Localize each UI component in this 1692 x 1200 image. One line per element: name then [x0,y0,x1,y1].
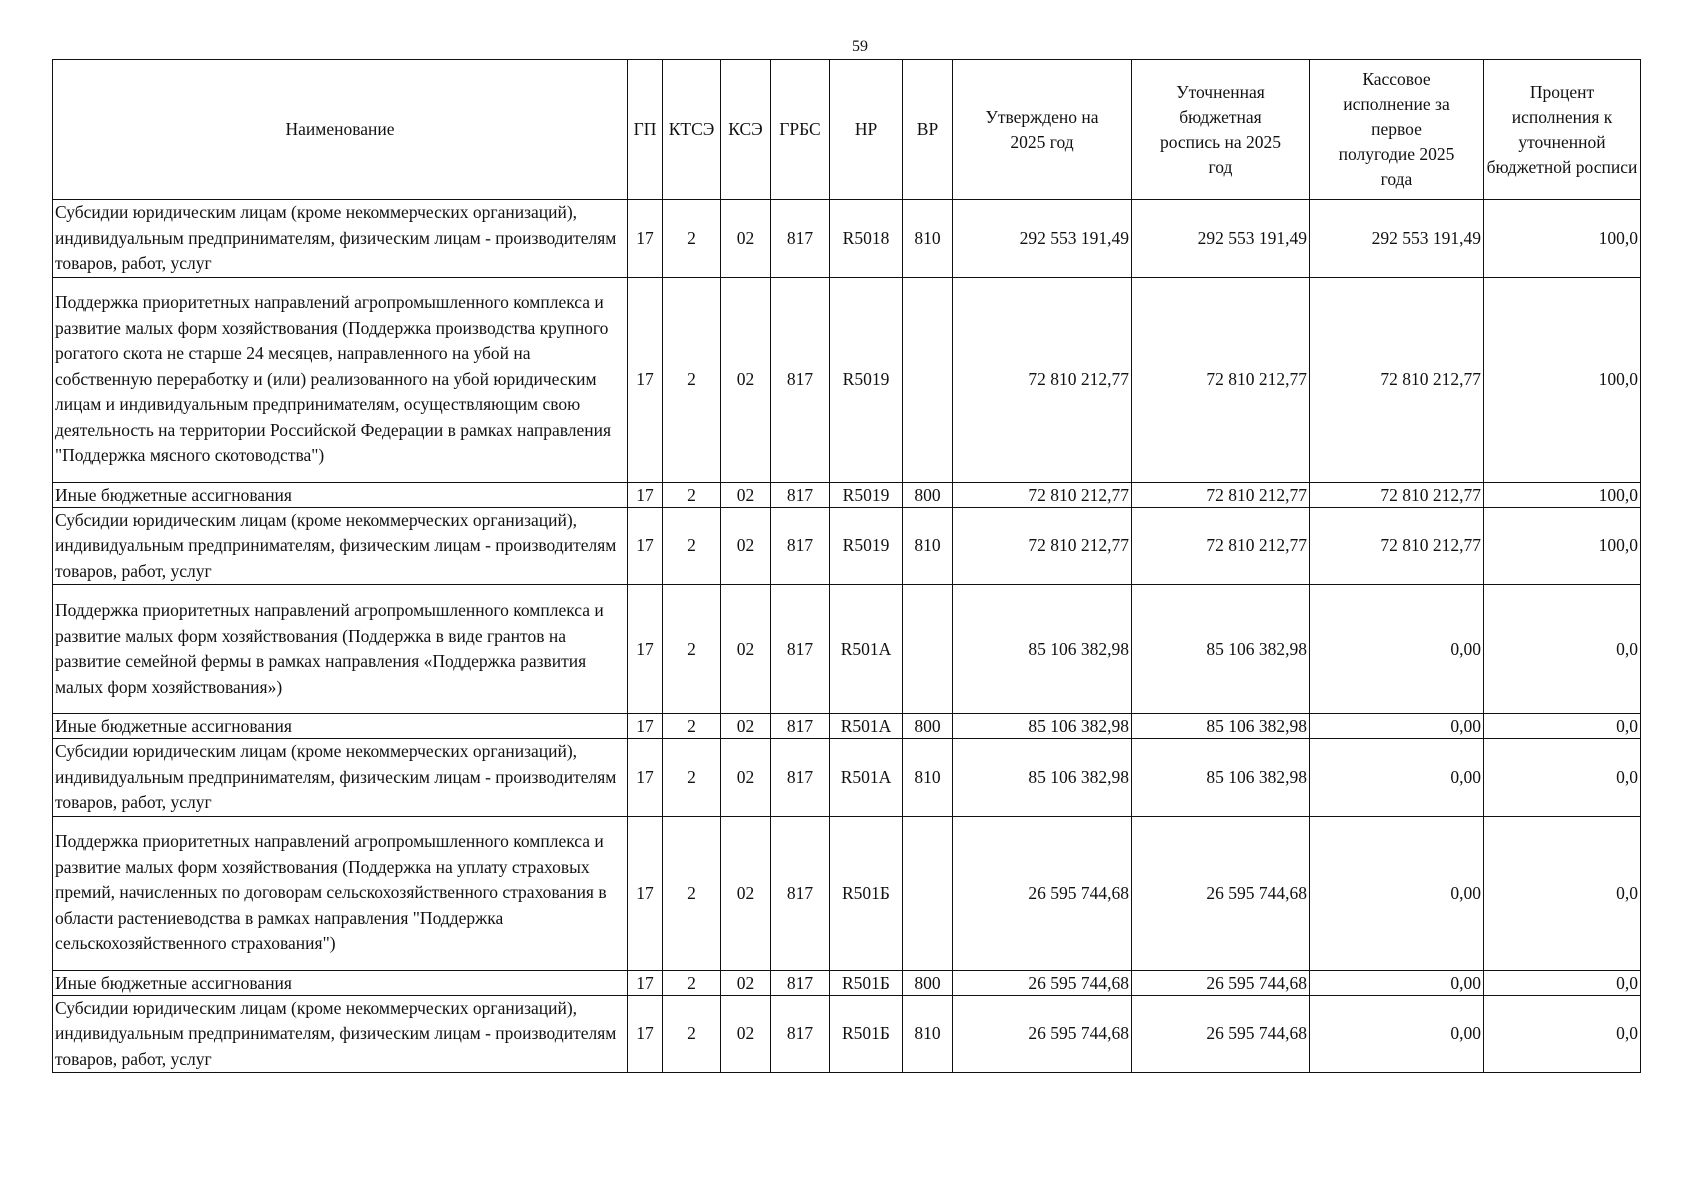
cell-vr [903,585,953,714]
cell-gp: 17 [628,995,663,1073]
cell-cash: 72 810 212,77 [1310,507,1484,585]
cell-vr: 800 [903,714,953,739]
cell-vr: 800 [903,482,953,507]
cell-approved: 85 106 382,98 [953,714,1132,739]
cell-name: Субсидии юридическим лицам (кроме некоммерческих организаций), индивидуальным предпринимателям, физическим лицам - производителям товаров, работ, услуг [53,200,628,278]
cell-name: Иные бюджетные ассигнования [53,482,628,507]
cell-refined: 26 595 744,68 [1132,970,1310,995]
cell-refined: 26 595 744,68 [1132,995,1310,1073]
cell-percent: 0,0 [1484,739,1641,817]
header-cash: Кассовое исполнение за первое полугодие 2025 года [1310,60,1484,200]
cell-kse: 02 [721,482,771,507]
cell-name: Поддержка приоритетных направлений агропромышленного комплекса и развитие малых форм хозяйствования (Поддержка на уплату страховых премий, начисленных по договорам сельскохозяйственного страхования в области растениеводства в рамках направления "Поддержка сельскохозяйственного страхования") [53,816,628,970]
cell-gp: 17 [628,714,663,739]
cell-grbs: 817 [771,200,830,278]
cell-kse: 02 [721,585,771,714]
cell-name: Иные бюджетные ассигнования [53,714,628,739]
table-row [53,816,1641,970]
cell-refined: 26 595 744,68 [1132,816,1310,970]
cell-kse: 02 [721,200,771,278]
cell-cash: 0,00 [1310,816,1484,970]
cell-nr: R5018 [830,200,903,278]
cell-percent: 100,0 [1484,277,1641,482]
table-row [53,739,1641,817]
header-nr: НР [830,60,903,200]
cell-grbs: 817 [771,816,830,970]
cell-cash: 292 553 191,49 [1310,200,1484,278]
cell-ktse: 2 [663,816,721,970]
table-row [53,482,1641,507]
cell-percent: 0,0 [1484,816,1641,970]
header-refined: Уточненная бюджетная роспись на 2025 год [1132,60,1310,200]
cell-ktse: 2 [663,739,721,817]
cell-ktse: 2 [663,507,721,585]
header-ktse: КТСЭ [663,60,721,200]
cell-percent: 0,0 [1484,714,1641,739]
cell-refined: 72 810 212,77 [1132,482,1310,507]
cell-nr: R5019 [830,507,903,585]
table-row [53,714,1641,739]
cell-gp: 17 [628,507,663,585]
cell-grbs: 817 [771,277,830,482]
cell-ktse: 2 [663,277,721,482]
cell-vr: 810 [903,739,953,817]
cell-cash: 0,00 [1310,739,1484,817]
cell-refined: 85 106 382,98 [1132,714,1310,739]
cell-vr: 810 [903,995,953,1073]
table-row [53,507,1641,585]
cell-cash: 72 810 212,77 [1310,482,1484,507]
cell-grbs: 817 [771,714,830,739]
cell-nr: R501А [830,714,903,739]
cell-ktse: 2 [663,970,721,995]
cell-name: Поддержка приоритетных направлений агропромышленного комплекса и развитие малых форм хозяйствования (Поддержка в виде грантов на развитие семейной фермы в рамках направления «Поддержка развития малых форм хозяйствования») [53,585,628,714]
cell-approved: 26 595 744,68 [953,816,1132,970]
cell-gp: 17 [628,585,663,714]
cell-kse: 02 [721,714,771,739]
cell-kse: 02 [721,277,771,482]
cell-gp: 17 [628,200,663,278]
cell-cash: 0,00 [1310,995,1484,1073]
cell-percent: 0,0 [1484,995,1641,1073]
cell-grbs: 817 [771,995,830,1073]
cell-refined: 72 810 212,77 [1132,507,1310,585]
cell-grbs: 817 [771,507,830,585]
cell-approved: 85 106 382,98 [953,585,1132,714]
cell-cash: 0,00 [1310,585,1484,714]
header-percent: Процент исполнения к уточненной бюджетной росписи [1484,60,1641,200]
cell-nr: R501А [830,739,903,817]
cell-grbs: 817 [771,739,830,817]
cell-name: Субсидии юридическим лицам (кроме некоммерческих организаций), индивидуальным предпринимателям, физическим лицам - производителям товаров, работ, услуг [53,739,628,817]
cell-nr: R501Б [830,970,903,995]
cell-refined: 85 106 382,98 [1132,585,1310,714]
cell-approved: 72 810 212,77 [953,482,1132,507]
cell-cash: 0,00 [1310,970,1484,995]
header-vr: ВР [903,60,953,200]
cell-name: Иные бюджетные ассигнования [53,970,628,995]
cell-percent: 100,0 [1484,200,1641,278]
header-grbs: ГРБС [771,60,830,200]
cell-approved: 292 553 191,49 [953,200,1132,278]
cell-nr: R5019 [830,482,903,507]
cell-ktse: 2 [663,482,721,507]
cell-grbs: 817 [771,585,830,714]
page-number: 59 [852,38,868,55]
table-row [53,970,1641,995]
cell-percent: 100,0 [1484,482,1641,507]
cell-ktse: 2 [663,714,721,739]
cell-percent: 100,0 [1484,507,1641,585]
cell-ktse: 2 [663,585,721,714]
cell-nr: R5019 [830,277,903,482]
cell-name: Поддержка приоритетных направлений агропромышленного комплекса и развитие малых форм хозяйствования (Поддержка производства крупного рогатого скота не старше 24 месяцев, направленного на убой на собственную переработку и (или) реализованного на убой юридическим лицам и индивидуальным предпринимателям, осуществляющим свою деятельность на территории Российской Федерации в рамках направления "Поддержка мясного скотоводства") [53,277,628,482]
cell-vr [903,816,953,970]
cell-approved: 72 810 212,77 [953,277,1132,482]
cell-ktse: 2 [663,995,721,1073]
cell-approved: 26 595 744,68 [953,995,1132,1073]
header-approved: Утверждено на 2025 год [953,60,1132,200]
cell-gp: 17 [628,277,663,482]
table-row [53,277,1641,482]
cell-nr: R501А [830,585,903,714]
cell-gp: 17 [628,970,663,995]
cell-cash: 72 810 212,77 [1310,277,1484,482]
cell-refined: 292 553 191,49 [1132,200,1310,278]
cell-vr: 800 [903,970,953,995]
cell-vr: 810 [903,200,953,278]
cell-kse: 02 [721,507,771,585]
cell-kse: 02 [721,816,771,970]
header-gp: ГП [628,60,663,200]
cell-approved: 85 106 382,98 [953,739,1132,817]
cell-kse: 02 [721,995,771,1073]
cell-kse: 02 [721,739,771,817]
cell-gp: 17 [628,739,663,817]
cell-percent: 0,0 [1484,585,1641,714]
cell-nr: R501Б [830,995,903,1073]
budget-table [52,59,1641,1073]
cell-approved: 26 595 744,68 [953,970,1132,995]
cell-percent: 0,0 [1484,970,1641,995]
table-row [53,200,1641,278]
cell-gp: 17 [628,816,663,970]
header-row [53,60,1641,200]
cell-kse: 02 [721,970,771,995]
header-kse: КСЭ [721,60,771,200]
cell-nr: R501Б [830,816,903,970]
cell-refined: 72 810 212,77 [1132,277,1310,482]
cell-approved: 72 810 212,77 [953,507,1132,585]
table-row [53,585,1641,714]
cell-cash: 0,00 [1310,714,1484,739]
cell-vr [903,277,953,482]
cell-grbs: 817 [771,482,830,507]
cell-gp: 17 [628,482,663,507]
table-row [53,995,1641,1073]
cell-vr: 810 [903,507,953,585]
cell-grbs: 817 [771,970,830,995]
cell-name: Субсидии юридическим лицам (кроме некоммерческих организаций), индивидуальным предпринимателям, физическим лицам - производителям товаров, работ, услуг [53,995,628,1073]
cell-ktse: 2 [663,200,721,278]
cell-refined: 85 106 382,98 [1132,739,1310,817]
header-name: Наименование [53,60,628,200]
cell-name: Субсидии юридическим лицам (кроме некоммерческих организаций), индивидуальным предпринимателям, физическим лицам - производителям товаров, работ, услуг [53,507,628,585]
